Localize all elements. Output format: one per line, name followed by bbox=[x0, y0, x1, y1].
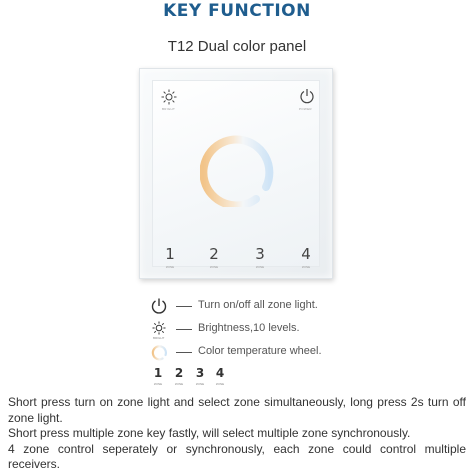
panel-glass bbox=[152, 80, 320, 267]
product-panel-image bbox=[139, 68, 333, 279]
power-key-label: POWER bbox=[299, 107, 312, 111]
legend-zone-3-label: ZONE bbox=[195, 382, 205, 386]
legend-zone-3: 3 bbox=[195, 366, 205, 380]
legend-bright-caption: BRIGHT bbox=[153, 336, 165, 340]
description-text bbox=[8, 395, 466, 473]
zone-1-key-label: ZONE bbox=[165, 265, 175, 269]
legend-brightness-text: Brightness,10 levels. bbox=[198, 322, 300, 334]
color-temperature-wheel[interactable] bbox=[200, 133, 274, 207]
bright-key-label: BRIGHT bbox=[162, 107, 176, 111]
product-subtitle: T12 Dual color panel bbox=[167, 38, 307, 55]
legend-wheel-text: Color temperature wheel. bbox=[198, 345, 322, 357]
color-wheel-icon bbox=[150, 343, 168, 361]
description-line: Short press multiple zone key fastly, will select multiple zone synchronously. bbox=[8, 426, 411, 440]
description-line: 4 zone control seperately or synchronously, each zone could control multiple receivers. bbox=[8, 441, 466, 471]
legend-zone-1-label: ZONE bbox=[153, 382, 163, 386]
zone-3-key-label: ZONE bbox=[255, 265, 265, 269]
legend-zone-1: 1 bbox=[153, 366, 163, 380]
zone-2-key-label: ZONE bbox=[209, 265, 219, 269]
power-icon bbox=[150, 297, 168, 315]
zone-4-key-label: ZONE bbox=[301, 265, 311, 269]
legend-dash bbox=[176, 329, 192, 330]
legend-zone-2-label: ZONE bbox=[174, 382, 184, 386]
legend-dash bbox=[176, 352, 192, 353]
legend-power-text: Turn on/off all zone light. bbox=[198, 299, 318, 311]
legend-zone-2: 2 bbox=[174, 366, 184, 380]
power-icon[interactable] bbox=[299, 88, 315, 104]
legend-zone-4-label: ZONE bbox=[215, 382, 225, 386]
zone-1-key[interactable]: 1 bbox=[165, 245, 175, 263]
page-title: KEY FUNCTION bbox=[163, 1, 311, 21]
zone-4-key[interactable]: 4 bbox=[301, 245, 311, 263]
description-line: Short press turn on zone light and select zone simultaneously, long press 2s turn off zone light. bbox=[8, 395, 466, 425]
zone-3-key[interactable]: 3 bbox=[255, 245, 265, 263]
legend-zone-4: 4 bbox=[215, 366, 225, 380]
brightness-icon[interactable] bbox=[161, 89, 177, 105]
legend-dash bbox=[176, 306, 192, 307]
zone-2-key[interactable]: 2 bbox=[209, 245, 219, 263]
